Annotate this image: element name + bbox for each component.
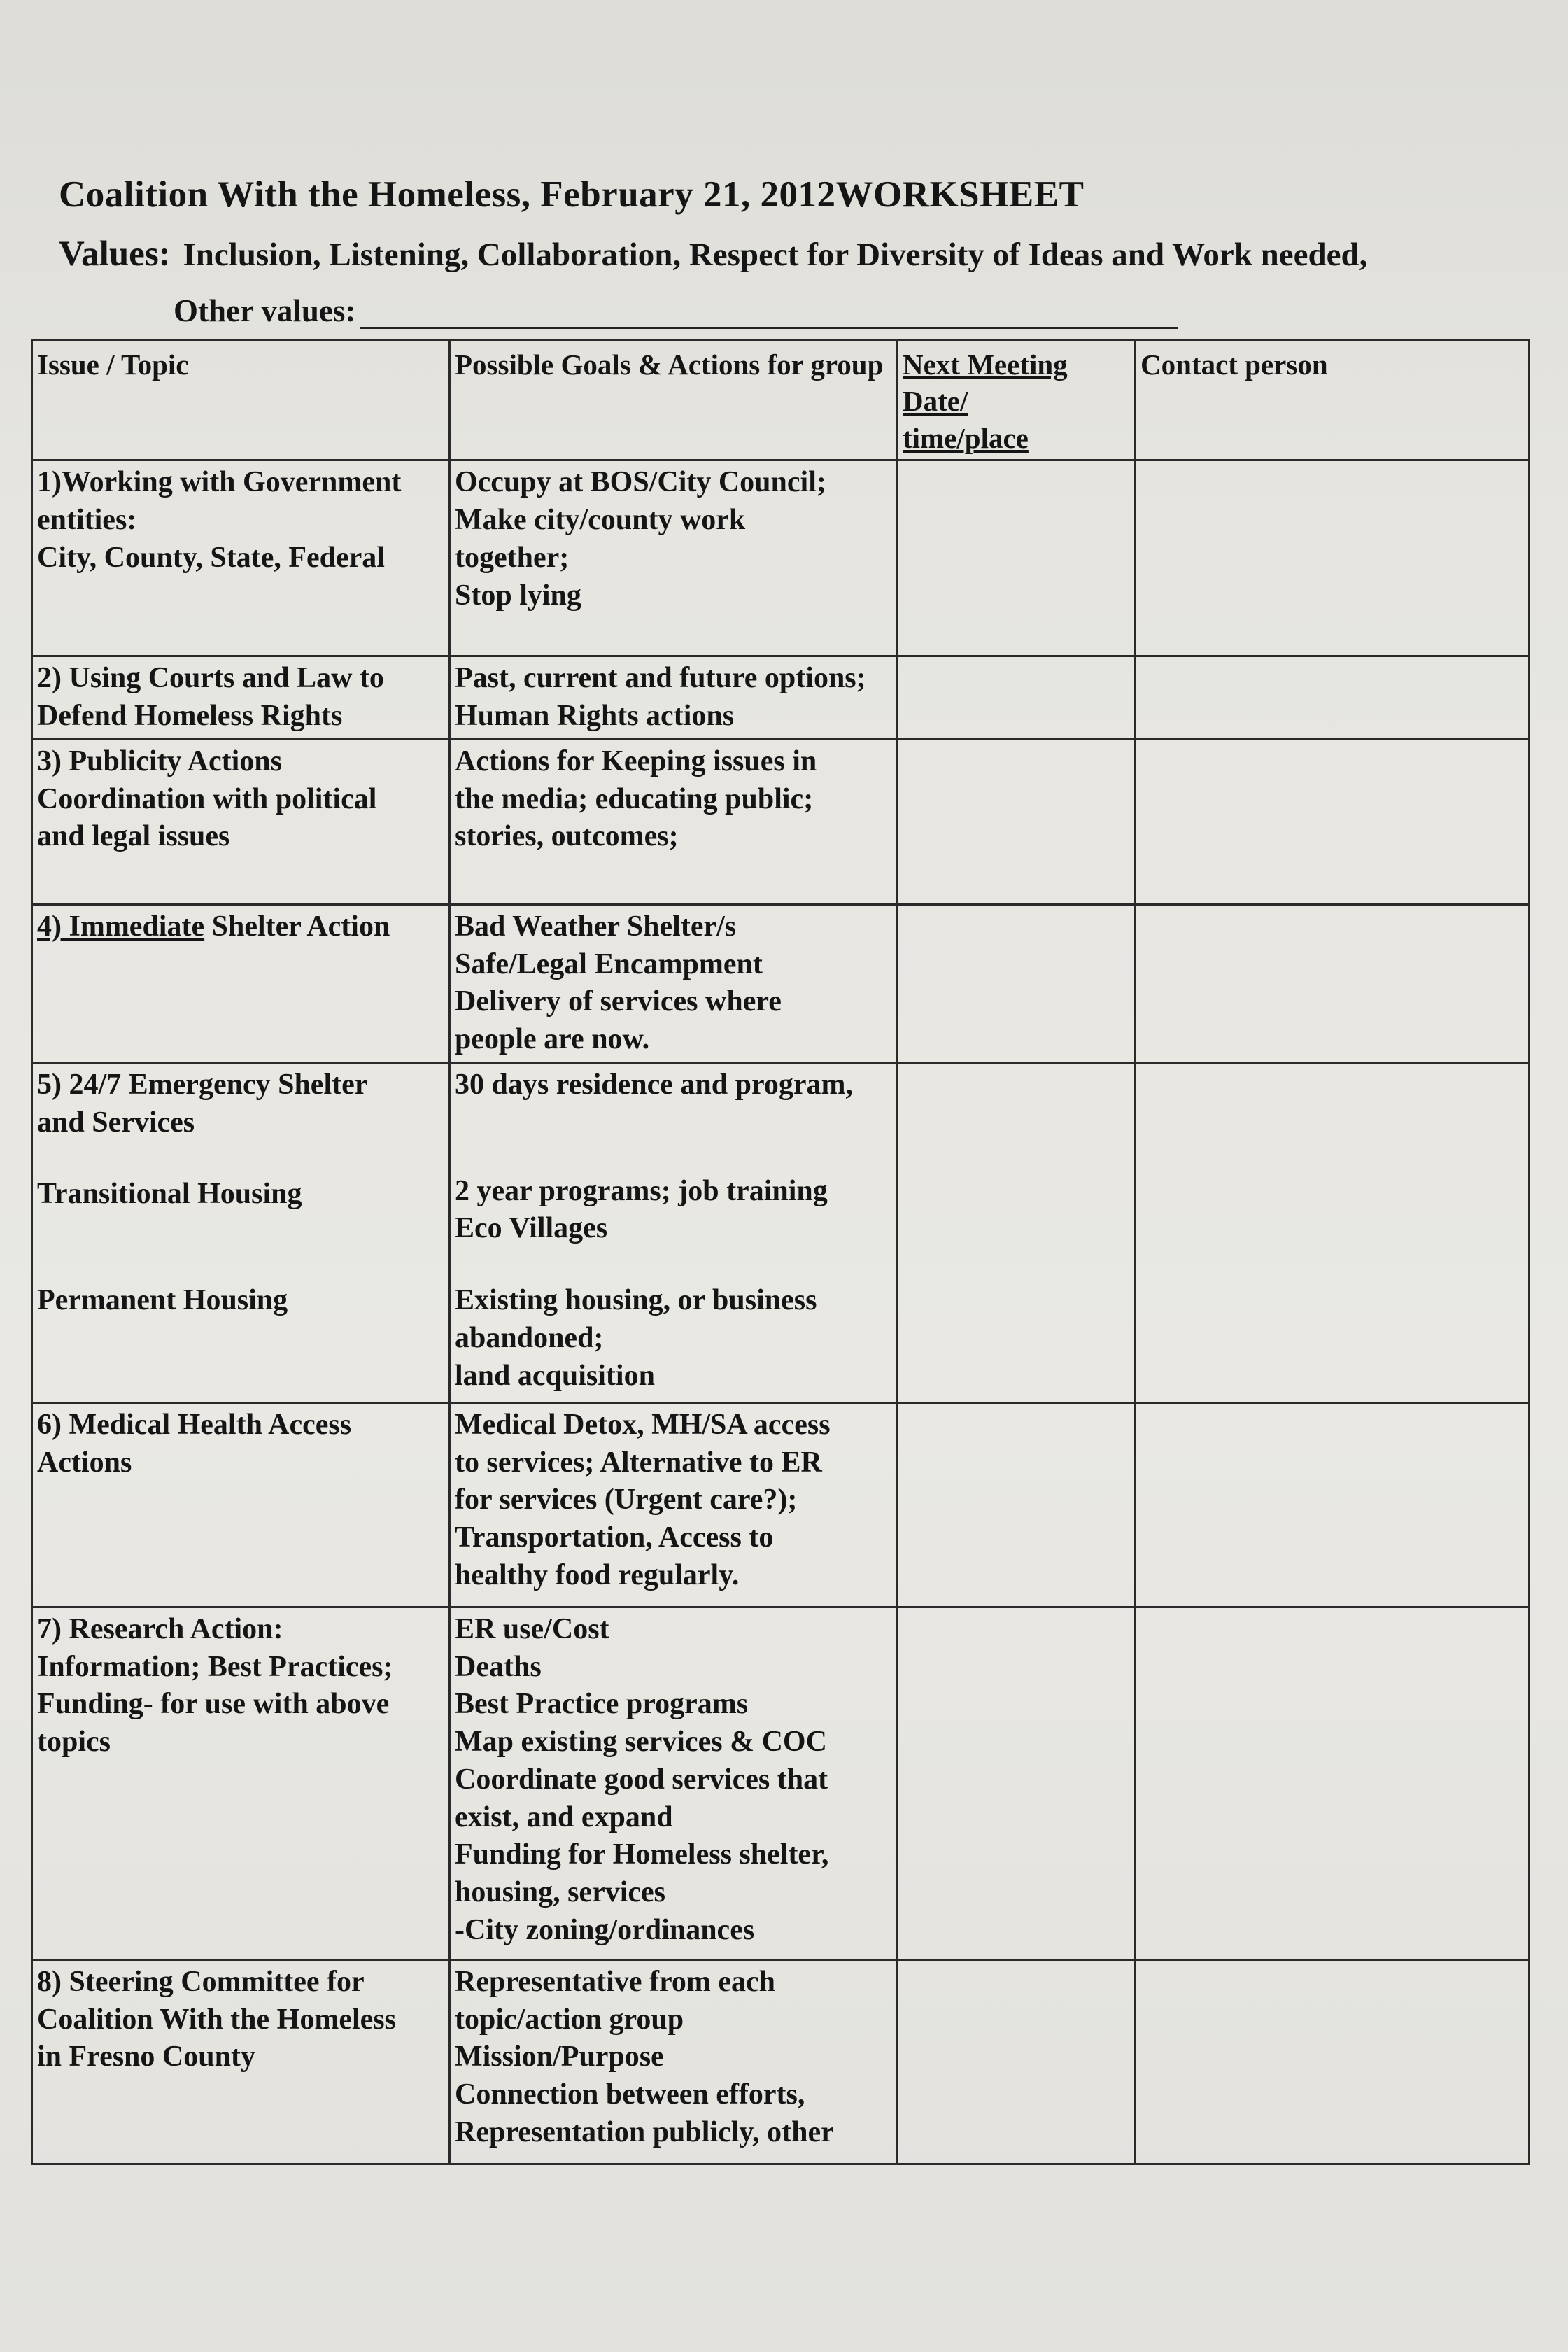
actions-cell bbox=[450, 1402, 898, 1607]
action-line: topic/action group bbox=[455, 2003, 684, 2036]
table-row bbox=[32, 656, 1530, 740]
action-line: Safe/Legal Encampment bbox=[455, 948, 763, 980]
issue-line: Permanent Housing bbox=[37, 1284, 288, 1317]
actions-cell bbox=[450, 904, 898, 1062]
action-line: abandoned; bbox=[455, 1321, 604, 1354]
action-line: stories, outcomes; bbox=[455, 820, 679, 853]
action-line: healthy food regularly. bbox=[455, 1558, 740, 1591]
document-title: Coalition With the Homeless, February 21, 2012WORKSHEET bbox=[59, 174, 1085, 215]
table-row bbox=[32, 739, 1530, 904]
issue-line: 5) 24/7 Emergency Shelter bbox=[37, 1068, 368, 1101]
action-line: 30 days residence and program, bbox=[455, 1068, 853, 1101]
issue-rest-text: Shelter Action bbox=[204, 910, 390, 943]
contact-cell[interactable] bbox=[1136, 460, 1530, 656]
issue-line: Transitional Housing bbox=[37, 1178, 302, 1211]
values-text: Inclusion, Listening, Collaboration, Respect for Diversity of Ideas and Work needed, bbox=[183, 237, 1368, 273]
issue-line: 1)Working with Government bbox=[37, 466, 402, 499]
line-gap bbox=[37, 1141, 444, 1176]
issue-line: 3) Publicity Actions bbox=[37, 745, 283, 777]
contact-cell[interactable] bbox=[1136, 739, 1530, 904]
issue-line: and Services bbox=[37, 1106, 195, 1139]
action-line: to services; Alternative to ER bbox=[455, 1446, 822, 1479]
issue-cell bbox=[32, 460, 450, 656]
next-meeting-cell[interactable] bbox=[898, 904, 1136, 1062]
issue-cell bbox=[32, 904, 450, 1062]
next-meeting-cell[interactable] bbox=[898, 739, 1136, 904]
action-line: housing, services bbox=[455, 1876, 666, 1909]
action-line: Representative from each bbox=[455, 1965, 775, 1998]
column-header-next-meeting bbox=[898, 340, 1136, 460]
action-line: Delivery of services where bbox=[455, 985, 782, 1018]
action-line: land acquisition bbox=[455, 1359, 655, 1392]
values-label: Values: bbox=[59, 234, 171, 274]
issue-cell bbox=[32, 739, 450, 904]
column-header-issue: Issue / Topic bbox=[32, 340, 450, 460]
line-gap bbox=[37, 1213, 444, 1248]
action-line: -City zoning/ordinances bbox=[455, 1913, 755, 1946]
table-row bbox=[32, 1062, 1530, 1402]
worksheet-table bbox=[31, 339, 1530, 2165]
action-line: Medical Detox, MH/SA access bbox=[455, 1408, 831, 1441]
next-meeting-cell[interactable] bbox=[898, 1402, 1136, 1607]
contact-cell[interactable] bbox=[1136, 1402, 1530, 1607]
action-line: exist, and expand bbox=[455, 1801, 673, 1833]
issue-line: Coalition With the Homeless bbox=[37, 2003, 396, 2036]
issue-cell bbox=[32, 1607, 450, 1959]
issue-line: 6) Medical Health Access bbox=[37, 1408, 352, 1441]
actions-cell bbox=[450, 1062, 898, 1402]
next-meeting-line-3: time/place bbox=[903, 421, 1029, 454]
actions-cell bbox=[450, 1959, 898, 2164]
other-values-blank bbox=[360, 299, 1178, 329]
action-line: Human Rights actions bbox=[455, 700, 735, 733]
table-row bbox=[32, 904, 1530, 1062]
issue-line: entities: bbox=[37, 504, 137, 537]
issue-line: topics bbox=[37, 1726, 111, 1759]
issue-line: 7) Research Action: bbox=[37, 1612, 283, 1645]
action-line: Occupy at BOS/City Council; bbox=[455, 466, 826, 499]
contact-cell[interactable] bbox=[1136, 656, 1530, 740]
action-line: Mission/Purpose bbox=[455, 2041, 664, 2073]
action-line: Make city/county work bbox=[455, 504, 746, 537]
action-line: Deaths bbox=[455, 1650, 542, 1683]
action-line: Funding for Homeless shelter, bbox=[455, 1838, 829, 1871]
table-row bbox=[32, 1959, 1530, 2164]
table-row bbox=[32, 460, 1530, 656]
table-row bbox=[32, 1607, 1530, 1959]
issue-line: Actions bbox=[37, 1446, 132, 1479]
actions-cell bbox=[450, 656, 898, 740]
contact-cell[interactable] bbox=[1136, 904, 1530, 1062]
action-line: Representation publicly, other bbox=[455, 2115, 834, 2148]
issue-cell bbox=[32, 1959, 450, 2164]
action-line: the media; educating public; bbox=[455, 782, 814, 815]
actions-cell bbox=[450, 460, 898, 656]
line-gap bbox=[455, 1139, 892, 1173]
column-header-contact: Contact person bbox=[1136, 340, 1530, 460]
next-meeting-cell[interactable] bbox=[898, 1062, 1136, 1402]
action-line: ER use/Cost bbox=[455, 1612, 609, 1645]
values-line bbox=[59, 234, 1367, 274]
contact-cell[interactable] bbox=[1136, 1959, 1530, 2164]
next-meeting-line-1: Next Meeting bbox=[903, 348, 1068, 381]
next-meeting-cell[interactable] bbox=[898, 1959, 1136, 2164]
next-meeting-cell[interactable] bbox=[898, 656, 1136, 740]
issue-line: Defend Homeless Rights bbox=[37, 700, 343, 733]
issue-line: Coordination with political bbox=[37, 782, 377, 815]
action-line: Map existing services & COC bbox=[455, 1726, 827, 1759]
issue-cell bbox=[32, 656, 450, 740]
action-line: people are now. bbox=[455, 1023, 650, 1056]
action-line: Best Practice programs bbox=[455, 1688, 749, 1721]
issue-cell bbox=[32, 1402, 450, 1607]
action-line: together; bbox=[455, 541, 570, 574]
action-line: Coordinate good services that bbox=[455, 1763, 828, 1796]
issue-line: 8) Steering Committee for bbox=[37, 1965, 365, 1998]
issue-line: 2) Using Courts and Law to bbox=[37, 662, 384, 695]
next-meeting-cell[interactable] bbox=[898, 460, 1136, 656]
contact-cell[interactable] bbox=[1136, 1607, 1530, 1959]
next-meeting-line-2: Date/ bbox=[903, 385, 968, 418]
line-gap bbox=[37, 1248, 444, 1282]
actions-cell bbox=[450, 1607, 898, 1959]
action-line: Actions for Keeping issues in bbox=[455, 745, 817, 777]
line-gap bbox=[455, 1248, 892, 1282]
issue-line bbox=[37, 908, 444, 946]
issue-line: City, County, State, Federal bbox=[37, 541, 385, 574]
action-line: Eco Villages bbox=[455, 1212, 608, 1245]
other-values-label: Other values: bbox=[174, 293, 356, 328]
action-line: Transportation, Access to bbox=[455, 1521, 774, 1554]
action-line: Stop lying bbox=[455, 579, 581, 612]
next-meeting-cell[interactable] bbox=[898, 1607, 1136, 1959]
issue-line: and legal issues bbox=[37, 820, 230, 853]
action-line: Existing housing, or business bbox=[455, 1284, 817, 1317]
line-gap bbox=[455, 1104, 892, 1139]
column-header-actions: Possible Goals & Actions for group bbox=[450, 340, 898, 460]
actions-cell bbox=[450, 739, 898, 904]
issue-underlined-text: 4) Immediate bbox=[37, 910, 205, 943]
action-line: Connection between efforts, bbox=[455, 2078, 805, 2111]
other-values-line bbox=[174, 293, 1178, 329]
contact-cell[interactable] bbox=[1136, 1062, 1530, 1402]
action-line: for services (Urgent care?); bbox=[455, 1484, 798, 1516]
issue-cell bbox=[32, 1062, 450, 1402]
table-header-row bbox=[32, 340, 1530, 460]
issue-line: Information; Best Practices; bbox=[37, 1650, 393, 1683]
action-line: Past, current and future options; bbox=[455, 662, 866, 695]
action-line: 2 year programs; job training bbox=[455, 1174, 828, 1207]
table-row bbox=[32, 1402, 1530, 1607]
issue-line: in Fresno County bbox=[37, 2041, 255, 2073]
issue-line: Funding- for use with above bbox=[37, 1688, 390, 1721]
action-line: Bad Weather Shelter/s bbox=[455, 910, 737, 943]
